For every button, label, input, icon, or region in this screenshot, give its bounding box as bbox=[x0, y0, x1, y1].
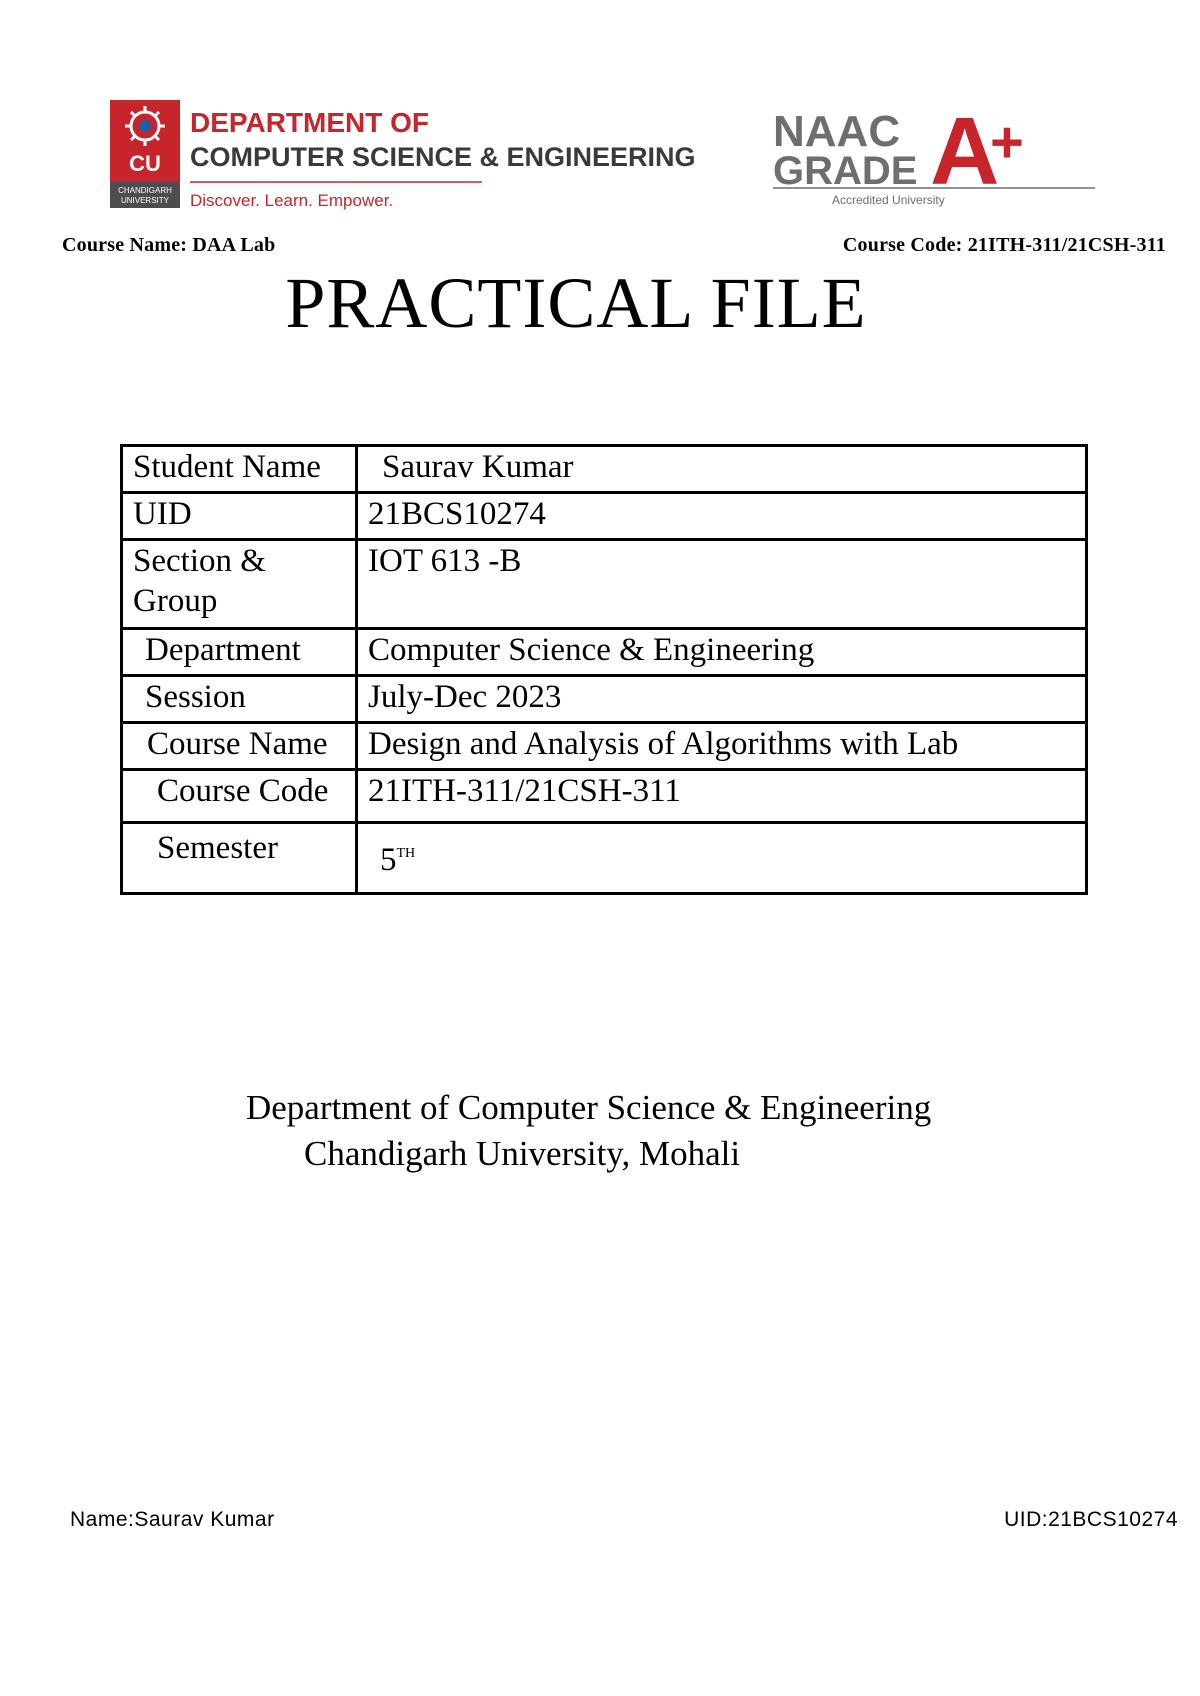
banner-dept-line1: DEPARTMENT OF bbox=[190, 107, 430, 138]
course-name-label: Course Name bbox=[122, 723, 357, 770]
table-row bbox=[122, 493, 1087, 540]
session-label: Session bbox=[122, 676, 357, 723]
semester-value-cell bbox=[357, 823, 1087, 894]
header-course-name: Course Name: DAA Lab bbox=[62, 234, 276, 256]
footer-dept-line: Department of Computer Science & Engineering bbox=[246, 1088, 932, 1127]
uid-value: 21BCS10274 bbox=[357, 493, 1087, 540]
banner-dept-line2: COMPUTER SCIENCE & ENGINEERING bbox=[190, 142, 696, 172]
bottom-student-uid: UID:21BCS10274 bbox=[1004, 1508, 1178, 1531]
table-row bbox=[122, 723, 1087, 770]
table-row bbox=[122, 629, 1087, 676]
grade-text: GRADE bbox=[773, 149, 918, 193]
semester-number: 5 bbox=[380, 842, 397, 878]
department-value: Computer Science & Engineering bbox=[357, 629, 1087, 676]
footer-univ-line: Chandigarh University, Mohali bbox=[304, 1134, 741, 1173]
accredited-text: Accredited University bbox=[832, 193, 945, 207]
banner-graphic bbox=[110, 98, 1095, 220]
table-row bbox=[122, 540, 1087, 629]
semester-value bbox=[380, 842, 415, 878]
student-info-table bbox=[120, 444, 1088, 895]
uid-label: UID bbox=[122, 493, 357, 540]
semester-suffix: TH bbox=[396, 846, 416, 861]
naac-text: NAAC bbox=[773, 107, 901, 156]
cu-logo-subtext-1: CHANDIGARH bbox=[118, 186, 172, 195]
table-row bbox=[122, 823, 1087, 894]
semester-label: Semester bbox=[122, 823, 357, 894]
banner-tagline: Discover. Learn. Empower. bbox=[190, 191, 394, 210]
table-row bbox=[122, 446, 1087, 493]
grade-plus-text: + bbox=[990, 110, 1024, 175]
grade-value-text: A bbox=[930, 98, 1000, 205]
student-name-value: Saurav Kumar bbox=[357, 446, 1087, 493]
student-name-label: Student Name bbox=[122, 446, 357, 493]
section-value: IOT 613 -B bbox=[357, 540, 1087, 629]
session-value: July-Dec 2023 bbox=[357, 676, 1087, 723]
bottom-student-name: Name:Saurav Kumar bbox=[70, 1508, 275, 1531]
course-code-value: 21ITH-311/21CSH-311 bbox=[357, 770, 1087, 823]
page-title: PRACTICAL FILE bbox=[285, 263, 867, 343]
course-code-label: Course Code bbox=[122, 770, 357, 823]
header-banner bbox=[110, 98, 1095, 220]
department-label: Department bbox=[122, 629, 357, 676]
section-label: Section & Group bbox=[122, 540, 357, 629]
table-row bbox=[122, 770, 1087, 823]
cu-logo-text: CU bbox=[129, 151, 161, 176]
header-course-code: Course Code: 21ITH-311/21CSH-311 bbox=[842, 234, 1166, 256]
table-row bbox=[122, 676, 1087, 723]
cu-logo-subtext-2: UNIVERSITY bbox=[120, 196, 170, 205]
cu-emblem-icon bbox=[125, 106, 165, 146]
course-name-value: Design and Analysis of Algorithms with Lab bbox=[357, 723, 1087, 770]
